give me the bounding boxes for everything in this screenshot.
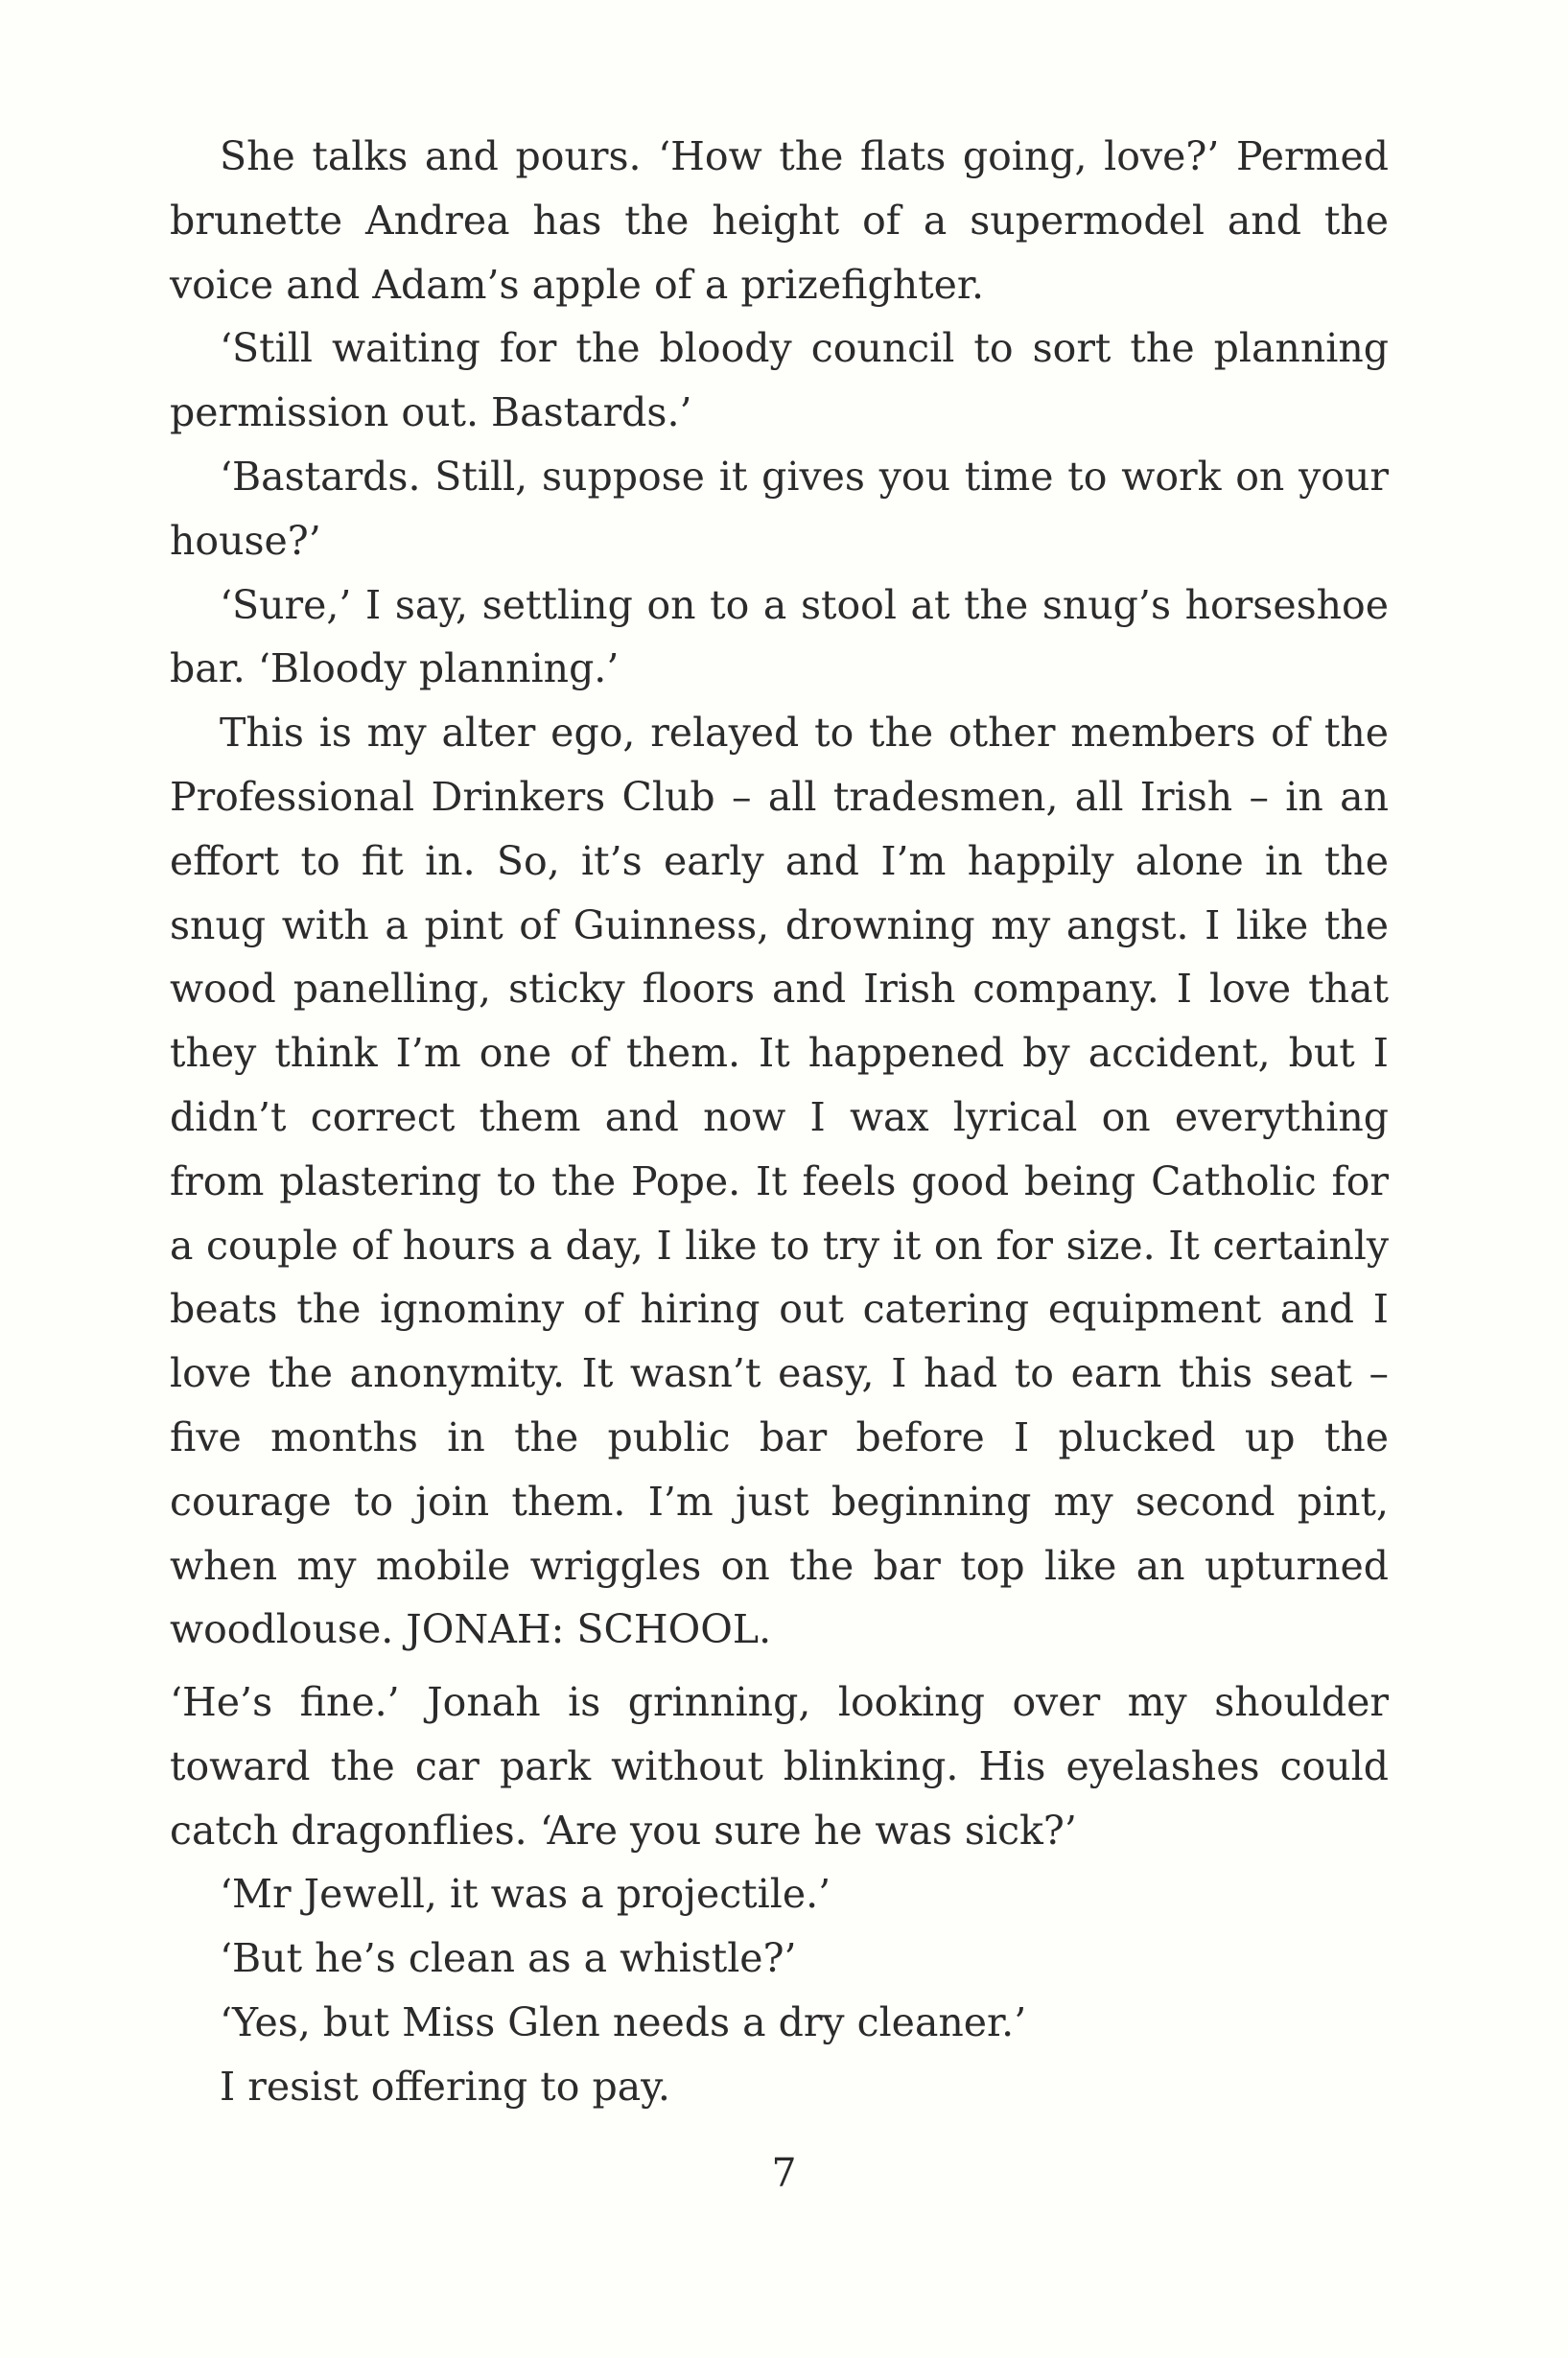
paragraph: ‘He’s fine.’ Jonah is grinning, looking over my shoulder toward the car park without blinking. His eyelashes could catch dragonflies. ‘Are you sure he was sick?’ — [170, 1679, 1389, 1854]
paragraph: ‘Still waiting for the bloody council to sort the planning permission out. Bastards.’ — [170, 325, 1389, 436]
text-section-1 — [170, 125, 1389, 1662]
text-section-2 — [170, 1670, 1389, 2119]
paragraph: ‘Sure,’ I say, settling on to a stool at the snug’s horseshoe bar. ‘Bloody planning.’ — [170, 581, 1389, 692]
paragraph: I resist offering to pay. — [220, 2063, 670, 2110]
paragraph: She talks and pours. ‘How the flats going, love?’ Permed brunette Andrea has the height of a supermodel and the voice and Adam’s apple of a prizefighter. — [170, 133, 1389, 308]
paragraph: ‘But he’s clean as a whistle?’ — [220, 1935, 797, 1982]
paragraph: ‘Yes, but Miss Glen needs a dry cleaner.’ — [220, 1998, 1027, 2045]
paragraph: ‘Mr Jewell, it was a projectile.’ — [220, 1871, 831, 1918]
page-number: 7 — [771, 2150, 797, 2196]
paragraph: This is my alter ego, relayed to the other members of the Professional Drinkers Club – all tradesmen, all Irish – in an effort to fit in. So, it’s early and I’m happily alone in the snug with a pint of Guinness, drowning my angst. I like the wood panelling, sticky floors and Irish company. I love that they think I’m one of them. It happened by accident, but I didn’t correct them and now I wax lyrical on everything from plastering to the Pope. It feels good being Catholic for a couple of hours a day, I like to try it on for size. It certainly beats the ignominy of hiring out catering equipment and I love the anonymity. It wasn’t easy, I had to earn this seat – five months in the public bar before I plucked up the courage to join them. I’m just beginning my second pint, when my mobile wriggles on the bar top like an upturned woodlouse. JONAH: SCHOOL. — [170, 710, 1389, 1653]
paragraph: ‘Bastards. Still, suppose it gives you time to work on your house?’ — [170, 453, 1389, 564]
